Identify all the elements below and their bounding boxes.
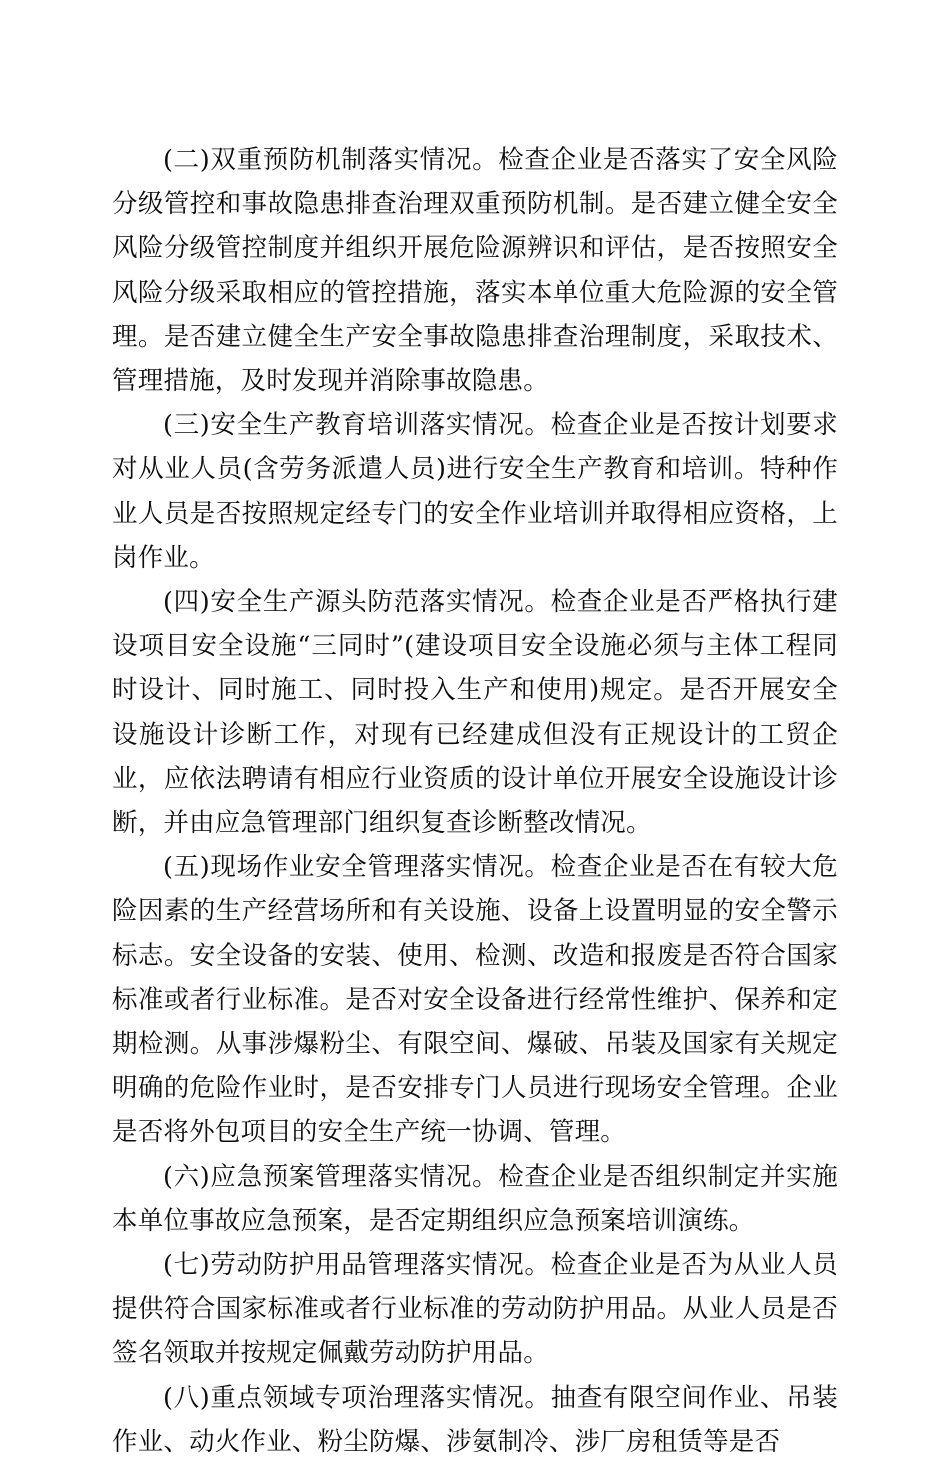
paragraph-7: (七)劳动防护用品管理落实情况。检查企业是否为从业人员提供符合国家标准或者行业标准的劳动防护用品。从业人员是否签名领取并按规定佩戴劳动防护用品。 [112,1250,838,1369]
paragraph-3: (三)安全生产教育培训落实情况。检查企业是否按计划要求对从业人员(含劳务派遣人员)进行安全生产教育和培训。特种作业人员是否按照规定经专门的安全作业培训并取得相应资格，上岗作业。 [112,410,838,573]
paragraph-4: (四)安全生产源头防范落实情况。检查企业是否严格执行建设项目安全设施“三同时”(建设项目安全设施必须与主体工程同时设计、同时施工、同时投入生产和使用)规定。是否开展安全设施设计诊断工作，对现有已经建成但没有正规设计的工贸企业，应依法聘请有相应行业资质的设计单位开展安全设施设计诊断，并由应急管理部门组织复查诊断整改情况。 [112,587,838,839]
document-body [112,138,838,1464]
paragraph-6: (六)应急预案管理落实情况。检查企业是否组织制定并实施本单位事故应急预案，是否定期组织应急预案培训演练。 [112,1161,838,1236]
paragraph-2: (二)双重预防机制落实情况。检查企业是否落实了安全风险分级管控和事故隐患排查治理双重预防机制。是否建立健全安全风险分级管控制度并组织开展危险源辨识和评估，是否按照安全风险分级采取相应的管控措施，落实本单位重大危险源的安全管理。是否建立健全生产安全事故隐患排查治理制度，采取技术、管理措施，及时发现并消除事故隐患。 [112,145,838,397]
paragraph-8: (八)重点领域专项治理落实情况。抽查有限空间作业、吊装作业、动火作业、粉尘防爆、涉氨制冷、涉厂房租赁等是否 [112,1382,838,1457]
paragraph-5: (五)现场作业安全管理落实情况。检查企业是否在有较大危险因素的生产经营场所和有关设施、设备上设置明显的安全警示标志。安全设备的安装、使用、检测、改造和报废是否符合国家标准或者行业标准。是否对安全设备进行经常性维护、保养和定期检测。从事涉爆粉尘、有限空间、爆破、吊装及国家有关规定明确的危险作业时，是否安排专门人员进行现场安全管理。企业是否将外包项目的安全生产统一协调、管理。 [112,852,838,1148]
